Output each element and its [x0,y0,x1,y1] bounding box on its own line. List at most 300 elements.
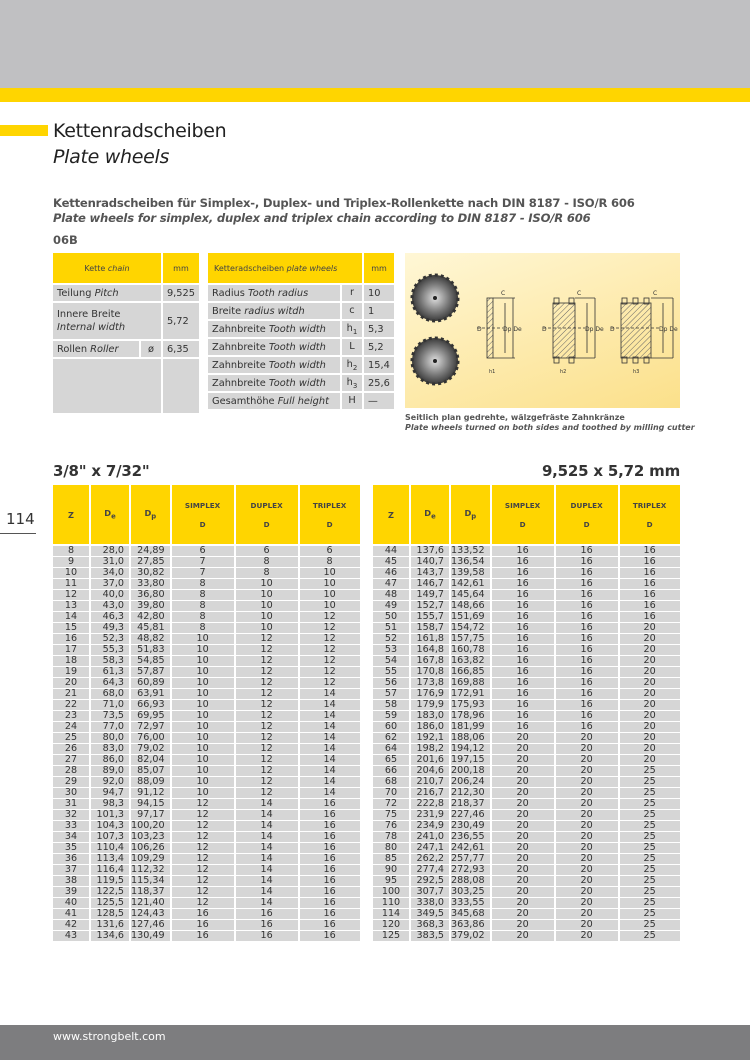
cell-dp: 127,46 [131,920,172,931]
cell-z: 110 [373,898,411,909]
cell-de: 368,3 [411,920,451,931]
cell-duplex: 16 [556,546,620,557]
cell-duplex: 12 [236,689,300,700]
cell-dp: 133,52 [451,546,492,557]
cell-de: 46,3 [91,612,131,623]
cell-z: 80 [373,843,411,854]
cell-de: 94,7 [91,788,131,799]
cell-de: 149,7 [411,590,451,601]
cell-de: 186,0 [411,722,451,733]
cell-simplex: 16 [492,579,556,590]
cell-de: 128,5 [91,909,131,920]
cell-simplex: 16 [492,689,556,700]
cell-triplex: 25 [620,766,682,777]
cell-duplex: 16 [556,623,620,634]
cell-z: 43 [53,931,91,942]
chain-spec-table [53,253,201,415]
cell-de: 131,6 [91,920,131,931]
col-triplex: TRIPLEX D [300,485,362,546]
cell-triplex: 20 [620,711,682,722]
cell-z: 9 [53,557,91,568]
cell-de: 201,6 [411,755,451,766]
chain-unit-header: mm [163,253,201,285]
cell-z: 53 [373,645,411,656]
cell-dp: 103,23 [131,832,172,843]
cell-dp: 345,68 [451,909,492,920]
cell-simplex: 20 [492,843,556,854]
col-duplex: DUPLEX D [236,485,300,546]
sprocket-table-left [53,485,362,942]
cell-triplex: 14 [300,689,362,700]
cell-duplex: 20 [556,799,620,810]
cell-triplex: 25 [620,898,682,909]
cell-simplex: 20 [492,876,556,887]
cell-duplex: 12 [236,700,300,711]
cell-duplex: 16 [556,579,620,590]
cell-simplex: 20 [492,821,556,832]
cell-dp: 160,78 [451,645,492,656]
cell-z: 58 [373,700,411,711]
cell-de: 140,7 [411,557,451,568]
title-accent-bar [0,125,48,136]
cell-duplex: 16 [236,920,300,931]
footer-website-link[interactable]: www.strongbelt.com [53,1030,166,1043]
cell-duplex: 16 [236,909,300,920]
cell-triplex: 16 [300,821,362,832]
cell-triplex: 25 [620,887,682,898]
cell-z: 52 [373,634,411,645]
cell-dp: 76,00 [131,733,172,744]
cell-dp: 112,32 [131,865,172,876]
cell-simplex: 12 [172,854,236,865]
cell-z: 120 [373,920,411,931]
wheel-row: Zahnbreite Tooth width $h_1$ 5,3 [208,321,396,339]
cell-triplex: 14 [300,755,362,766]
chain-value: 5,72 [163,303,201,341]
cell-triplex: 16 [300,854,362,865]
cell-de: 161,8 [411,634,451,645]
cell-z: 36 [53,854,91,865]
cell-de: 204,6 [411,766,451,777]
cell-duplex: 20 [556,843,620,854]
wheel-row: Radius Tooth radius r 10 [208,285,396,303]
cell-de: 58,3 [91,656,131,667]
cell-duplex: 16 [556,678,620,689]
cell-z: 41 [53,909,91,920]
simplex-drawing [477,290,522,375]
cell-z: 20 [53,678,91,689]
cell-z: 60 [373,722,411,733]
cell-dp: 124,43 [131,909,172,920]
cell-triplex: 20 [620,722,682,733]
cell-z: 44 [373,546,411,557]
cell-duplex: 20 [556,909,620,920]
cell-de: 71,0 [91,700,131,711]
cell-duplex: 16 [556,667,620,678]
cell-de: 146,7 [411,579,451,590]
cell-simplex: 12 [172,810,236,821]
cell-simplex: 20 [492,766,556,777]
cell-triplex: 20 [620,623,682,634]
cell-dp: 181,99 [451,722,492,733]
subtitle-en: Plate wheels for simplex, duplex and triplex chain according to DIN 8187 - ISO/R 606 [53,211,591,225]
col-simplex: SIMPLEX D [492,485,556,546]
cell-triplex: 16 [300,898,362,909]
cell-z: 37 [53,865,91,876]
cell-duplex: 16 [556,601,620,612]
cell-duplex: 16 [556,656,620,667]
cell-duplex: 14 [236,832,300,843]
cell-duplex: 20 [556,876,620,887]
cell-dp: 136,54 [451,557,492,568]
cell-duplex: 20 [556,920,620,931]
cell-triplex: 20 [620,700,682,711]
cell-simplex: 10 [172,667,236,678]
table-row [53,612,362,623]
table-row [53,579,362,590]
cell-triplex: 12 [300,645,362,656]
cell-z: 31 [53,799,91,810]
cell-triplex: 25 [620,843,682,854]
cell-duplex: 10 [236,590,300,601]
cell-dp: 72,97 [131,722,172,733]
page-number-rule [0,533,36,534]
wheel-spec-table [208,253,396,411]
wheel-row: Zahnbreite Tooth width $h_3$ 25,6 [208,375,396,393]
cell-z: 35 [53,843,91,854]
cell-duplex: 14 [236,898,300,909]
cell-z: 19 [53,667,91,678]
cell-de: 40,0 [91,590,131,601]
cell-dp: 45,81 [131,623,172,634]
cell-z: 46 [373,568,411,579]
page-title-en: Plate wheels [53,146,170,168]
cell-triplex: 14 [300,766,362,777]
cell-z: 38 [53,876,91,887]
cell-dp: 33,80 [131,579,172,590]
cell-z: 64 [373,744,411,755]
cell-triplex: 14 [300,744,362,755]
cell-de: 107,3 [91,832,131,843]
cell-z: 34 [53,832,91,843]
wheel-symbol: L [342,339,364,357]
chain-row: Rollen Roller ø 6,35 [53,341,201,359]
cell-triplex: 20 [620,667,682,678]
cell-duplex: 8 [236,557,300,568]
cell-de: 34,0 [91,568,131,579]
cell-simplex: 10 [172,733,236,744]
cell-de: 92,0 [91,777,131,788]
cell-de: 104,3 [91,821,131,832]
cell-duplex: 14 [236,799,300,810]
cell-duplex: 12 [236,733,300,744]
cell-simplex: 16 [492,645,556,656]
cell-triplex: 16 [300,876,362,887]
cell-duplex: 8 [236,568,300,579]
cell-duplex: 20 [556,733,620,744]
cell-dp: 227,46 [451,810,492,821]
cell-triplex: 10 [300,601,362,612]
cell-z: 40 [53,898,91,909]
cell-simplex: 7 [172,557,236,568]
cell-de: 37,0 [91,579,131,590]
cell-triplex: 16 [620,546,682,557]
cell-simplex: 12 [172,821,236,832]
cell-de: 234,9 [411,821,451,832]
col-dp: $D_p$ [131,485,172,546]
cell-z: 76 [373,821,411,832]
svg-text:Dp De: Dp De [503,326,522,333]
cell-z: 125 [373,931,411,942]
cell-z: 65 [373,755,411,766]
cell-de: 119,5 [91,876,131,887]
cell-de: 125,5 [91,898,131,909]
cell-duplex: 14 [236,810,300,821]
cell-simplex: 20 [492,887,556,898]
cell-dp: 130,49 [131,931,172,942]
cell-dp: 63,91 [131,689,172,700]
cell-duplex: 14 [236,821,300,832]
cell-duplex: 20 [556,898,620,909]
cell-z: 51 [373,623,411,634]
cell-triplex: 10 [300,579,362,590]
size-mm-label: 9,525 x 5,72 mm [541,462,680,480]
cell-triplex: 10 [300,590,362,601]
cell-simplex: 20 [492,832,556,843]
wheel-value: 5,2 [364,339,396,357]
cell-duplex: 12 [236,678,300,689]
svg-text:D: D [542,326,547,333]
table-row [53,590,362,601]
cell-dp: 66,93 [131,700,172,711]
cell-dp: 118,37 [131,887,172,898]
svg-text:D: D [477,326,482,333]
cell-triplex: 25 [620,931,682,942]
cell-triplex: 16 [620,590,682,601]
svg-text:C: C [653,290,658,297]
cell-dp: 48,82 [131,634,172,645]
cell-triplex: 12 [300,612,362,623]
cell-triplex: 14 [300,711,362,722]
cell-simplex: 20 [492,733,556,744]
cell-simplex: 16 [492,590,556,601]
cell-dp: 212,30 [451,788,492,799]
cell-simplex: 20 [492,898,556,909]
cell-dp: 288,08 [451,876,492,887]
cell-z: 55 [373,667,411,678]
cell-de: 158,7 [411,623,451,634]
col-dp: $D_p$ [451,485,492,546]
cell-duplex: 16 [556,612,620,623]
cell-de: 155,7 [411,612,451,623]
cell-de: 210,7 [411,777,451,788]
cell-simplex: 16 [492,557,556,568]
cell-duplex: 16 [556,700,620,711]
cell-duplex: 12 [236,667,300,678]
cell-dp: 94,15 [131,799,172,810]
cell-de: 173,8 [411,678,451,689]
cell-z: 26 [53,744,91,755]
cell-simplex: 16 [492,546,556,557]
technical-drawing [405,253,680,408]
wheel-unit-header: mm [364,253,396,285]
cell-de: 192,1 [411,733,451,744]
cell-simplex: 8 [172,601,236,612]
cell-triplex: 25 [620,810,682,821]
cell-de: 83,0 [91,744,131,755]
cell-z: 21 [53,689,91,700]
cell-duplex: 20 [556,854,620,865]
cell-simplex: 10 [172,700,236,711]
cell-simplex: 16 [172,920,236,931]
cell-dp: 197,15 [451,755,492,766]
cell-duplex: 14 [236,854,300,865]
wheel-row: Zahnbreite Tooth width $h_2$ 15,4 [208,357,396,375]
cell-simplex: 12 [172,843,236,854]
cell-z: 62 [373,733,411,744]
cell-simplex: 12 [172,898,236,909]
cell-de: 116,4 [91,865,131,876]
cell-z: 45 [373,557,411,568]
cell-de: 137,6 [411,546,451,557]
wheel-value: 1 [364,303,396,321]
cell-dp: 142,61 [451,579,492,590]
cell-dp: 145,64 [451,590,492,601]
table-row [53,557,362,568]
page-number: 114 [6,510,35,528]
cell-triplex: 25 [620,799,682,810]
cell-triplex: 25 [620,854,682,865]
cell-simplex: 16 [492,623,556,634]
cell-z: 54 [373,656,411,667]
cell-triplex: 12 [300,656,362,667]
cell-dp: 194,12 [451,744,492,755]
cell-dp: 303,25 [451,887,492,898]
cell-triplex: 12 [300,623,362,634]
cell-simplex: 8 [172,612,236,623]
cell-triplex: 6 [300,546,362,557]
cell-de: 134,6 [91,931,131,942]
cell-z: 32 [53,810,91,821]
cell-triplex: 14 [300,733,362,744]
cell-z: 13 [53,601,91,612]
page-title-de: Kettenradscheiben [53,120,227,142]
cell-z: 68 [373,777,411,788]
cell-z: 114 [373,909,411,920]
cell-simplex: 20 [492,788,556,799]
cell-dp: 151,69 [451,612,492,623]
cell-dp: 148,66 [451,601,492,612]
cell-z: 10 [53,568,91,579]
cell-simplex: 20 [492,799,556,810]
cell-simplex: 16 [492,667,556,678]
cell-simplex: 16 [492,656,556,667]
cell-dp: 82,04 [131,755,172,766]
cell-dp: 218,37 [451,799,492,810]
cell-dp: 109,29 [131,854,172,865]
cell-triplex: 16 [300,865,362,876]
cell-z: 90 [373,865,411,876]
cell-z: 50 [373,612,411,623]
cell-triplex: 14 [300,700,362,711]
chain-filler-row [53,359,201,415]
cell-de: 110,4 [91,843,131,854]
cell-triplex: 16 [300,931,362,942]
cell-duplex: 12 [236,777,300,788]
cell-duplex: 16 [556,568,620,579]
cell-triplex: 16 [300,920,362,931]
wheel-row: Breite radius witdh c 1 [208,303,396,321]
cell-z: 49 [373,601,411,612]
wheel-symbol: $h_3$ [342,375,364,393]
wheel-symbol: $h_1$ [342,321,364,339]
cell-simplex: 10 [172,656,236,667]
cell-de: 52,3 [91,634,131,645]
chain-value: 6,35 [163,341,201,359]
cell-de: 292,5 [411,876,451,887]
cell-simplex: 12 [172,876,236,887]
cell-duplex: 12 [236,645,300,656]
cell-duplex: 16 [556,590,620,601]
cell-dp: 236,55 [451,832,492,843]
cell-triplex: 20 [620,733,682,744]
cell-dp: 57,87 [131,667,172,678]
cell-duplex: 12 [236,634,300,645]
cell-de: 143,7 [411,568,451,579]
cell-dp: 88,09 [131,777,172,788]
cell-duplex: 20 [556,766,620,777]
cell-dp: 42,80 [131,612,172,623]
cell-simplex: 10 [172,788,236,799]
cell-triplex: 16 [620,579,682,590]
cell-z: 78 [373,832,411,843]
cell-duplex: 16 [236,931,300,942]
cell-de: 247,1 [411,843,451,854]
cell-de: 28,0 [91,546,131,557]
cell-de: 198,2 [411,744,451,755]
cell-de: 64,3 [91,678,131,689]
cell-de: 262,2 [411,854,451,865]
cell-dp: 27,85 [131,557,172,568]
cell-de: 113,4 [91,854,131,865]
cell-dp: 363,86 [451,920,492,931]
cell-dp: 97,17 [131,810,172,821]
cell-dp: 79,02 [131,744,172,755]
cell-duplex: 10 [236,612,300,623]
cell-z: 47 [373,579,411,590]
col-triplex: TRIPLEX D [620,485,682,546]
cell-simplex: 16 [172,909,236,920]
cell-simplex: 8 [172,623,236,634]
cell-de: 43,0 [91,601,131,612]
cell-triplex: 14 [300,722,362,733]
cell-z: 30 [53,788,91,799]
diagram-caption-en: Plate wheels turned on both sides and toothed by milling cutter [405,423,695,432]
cell-dp: 175,93 [451,700,492,711]
cell-de: 49,3 [91,623,131,634]
cell-z: 15 [53,623,91,634]
svg-text:Dp De: Dp De [659,326,678,333]
cell-triplex: 12 [300,634,362,645]
cell-simplex: 10 [172,645,236,656]
cell-dp: 69,95 [131,711,172,722]
cell-dp: 24,89 [131,546,172,557]
cell-de: 231,9 [411,810,451,821]
cell-triplex: 16 [300,832,362,843]
cell-z: 25 [53,733,91,744]
cell-simplex: 20 [492,931,556,942]
cell-duplex: 12 [236,656,300,667]
